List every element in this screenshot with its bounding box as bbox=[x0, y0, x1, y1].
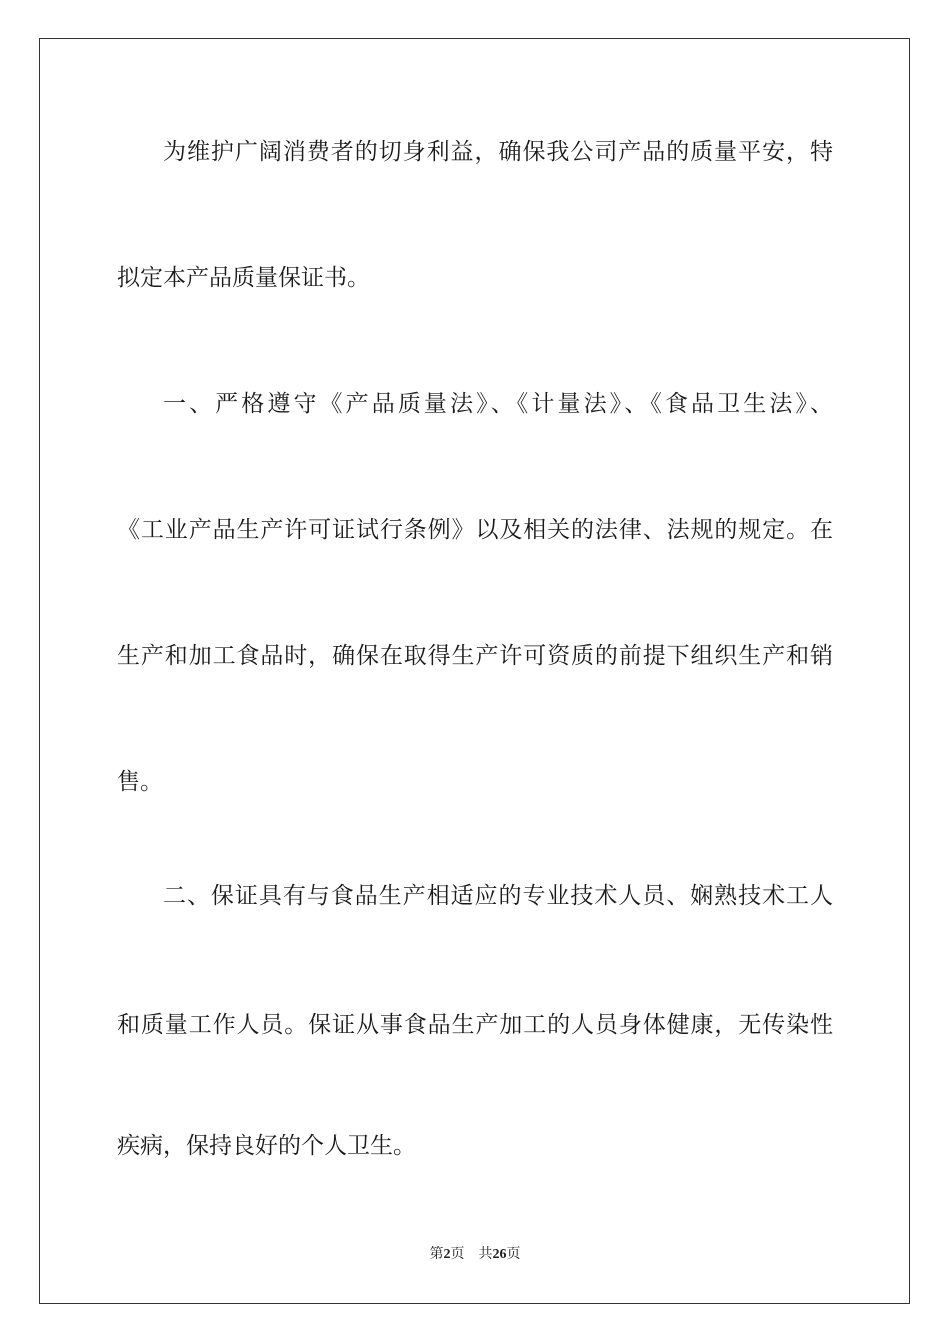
page-suffix: 页 bbox=[450, 1247, 465, 1262]
total-pages: 26 bbox=[492, 1247, 507, 1262]
paragraph-3-line-1: 二、保证具有与食品生产相适应的专业技术人员、娴熟技术工人 bbox=[163, 883, 833, 909]
paragraph-2-line-3: 生产和加工食品时，确保在取得生产许可资质的前提下组织生产和销 bbox=[117, 643, 833, 669]
paragraph-1-line-2: 拟定本产品质量保证书。 bbox=[117, 265, 370, 291]
paragraph-1-line-1: 为维护广阔消费者的切身利益，确保我公司产品的质量平安，特 bbox=[163, 139, 833, 165]
page-number: 2 bbox=[443, 1247, 451, 1262]
page-prefix: 第 bbox=[429, 1247, 444, 1262]
total-prefix: 共 bbox=[478, 1247, 493, 1262]
page-footer bbox=[0, 1246, 950, 1264]
paragraph-2-line-4: 售。 bbox=[117, 769, 163, 795]
paragraph-2-line-2: 《工业产品生产许可证试行条例》以及相关的法律、法规的规定。在 bbox=[117, 517, 833, 543]
paragraph-3-line-2: 和质量工作人员。保证从事食品生产加工的人员身体健康，无传染性 bbox=[117, 1012, 833, 1038]
paragraph-3-line-3: 疾病，保持良好的个人卫生。 bbox=[117, 1133, 416, 1159]
page-border bbox=[39, 38, 910, 1304]
paragraph-2-line-1: 一、严格遵守《产品质量法》、《计量法》、《食品卫生法》、 bbox=[163, 391, 833, 417]
total-suffix: 页 bbox=[506, 1247, 521, 1262]
